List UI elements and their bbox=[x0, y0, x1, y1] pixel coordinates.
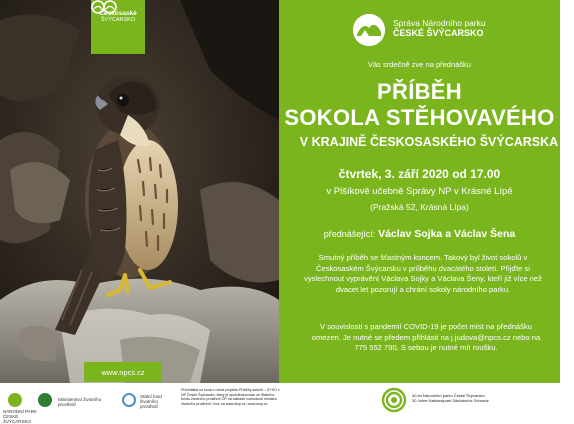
sfzp-logo-icon bbox=[122, 393, 136, 407]
event-date: čtvrtek, 3. září 2020 od 17.00 bbox=[338, 167, 501, 181]
anniversary-text bbox=[412, 393, 489, 403]
org-line-2: ČESKÉ ŠVÝCARSKO bbox=[393, 28, 484, 38]
lecture-description: Smutný příběh se šťastným koncem. Takový byl život sokolů v Českosaském Švýcarsku v průběhu dvacátého století. Přijďte si vyslechnout vyprávění Václava Sojky a Václava Šeny, kteří již více než dvacet let pozorují a chrání sokoly národního parku. bbox=[304, 253, 542, 294]
covid-notice bbox=[293, 322, 559, 354]
title-line-1: PŘÍBĚH bbox=[377, 79, 462, 104]
anniversary-line-1: 40 let Národního parku České Švýcarsko bbox=[412, 393, 485, 398]
info-panel bbox=[279, 0, 560, 383]
sponsor-np: NÁRODNÍ PARK ČESKÉ ŠVÝCARSKO bbox=[3, 409, 37, 424]
speakers-names: Václav Sojka a Václav Šena bbox=[378, 228, 516, 240]
twin-circles-icon bbox=[91, 0, 117, 14]
speakers-label: přednášející: bbox=[323, 229, 376, 239]
notice-line-1: V souvislosti s pandemií COVID-19 je počet míst na přednášku bbox=[320, 322, 532, 331]
notice-line-3: 775 552 790. S sebou je nutné mít roušku. bbox=[354, 343, 498, 352]
national-park-logo-icon bbox=[353, 14, 385, 46]
title-line-3: V KRAJINĚ ČESKOSASKÉHO ŠVÝCARSKA bbox=[299, 135, 559, 149]
brand-name: Českosaské bbox=[99, 10, 137, 17]
sponsor-sfzp: Státní fond životního prostředí bbox=[140, 394, 162, 409]
brand-subname: ŠVÝCARSKO bbox=[100, 17, 136, 23]
falcon-illustration bbox=[0, 0, 279, 383]
sponsor-ministry: Ministerstvo životního prostředí bbox=[58, 397, 102, 407]
org-line-1: Správa Národního parku bbox=[393, 18, 486, 28]
website-link[interactable]: www.npcs.cz bbox=[84, 362, 162, 382]
event-address: (Pražská 52, Krásná Lípa) bbox=[370, 202, 469, 212]
project-fine-print: Přednáška se koná v rámci projektu Příběhy sokolů – SYSO v NP České Švýcarsko, který je spolufinancován ze Státního fondu životního prostředí ČR na základě rozhodnutí ministra životního prostředí. Více na www.sfzp.cz, www.mzp.cz bbox=[181, 388, 280, 406]
sponsor-strip bbox=[0, 383, 560, 424]
np-small-logo-icon bbox=[8, 393, 22, 407]
invitation-text: Vás srdečně zve na přednášku bbox=[368, 60, 471, 69]
ceskosaske-svycarsko-logo bbox=[91, 0, 145, 54]
title-line-2: SOKOLA STĚHOVAVÉHO bbox=[284, 105, 555, 130]
anniversary-line-2: 30 Jahre Nationalpark Sächsische Schweiz bbox=[412, 398, 489, 403]
event-venue: v Plšíkově učebně Správy NP v Krásné Lípě bbox=[326, 186, 513, 197]
falcon-photo bbox=[0, 0, 279, 383]
speakers bbox=[279, 228, 560, 240]
ministry-logo-icon bbox=[38, 393, 52, 407]
anniversary-spiral-icon bbox=[381, 387, 407, 413]
park-administration-title bbox=[393, 18, 486, 38]
notice-line-2: omezen. Je nutné se předem přihlásit na j.judova@npcs.cz nebo na bbox=[311, 332, 541, 342]
